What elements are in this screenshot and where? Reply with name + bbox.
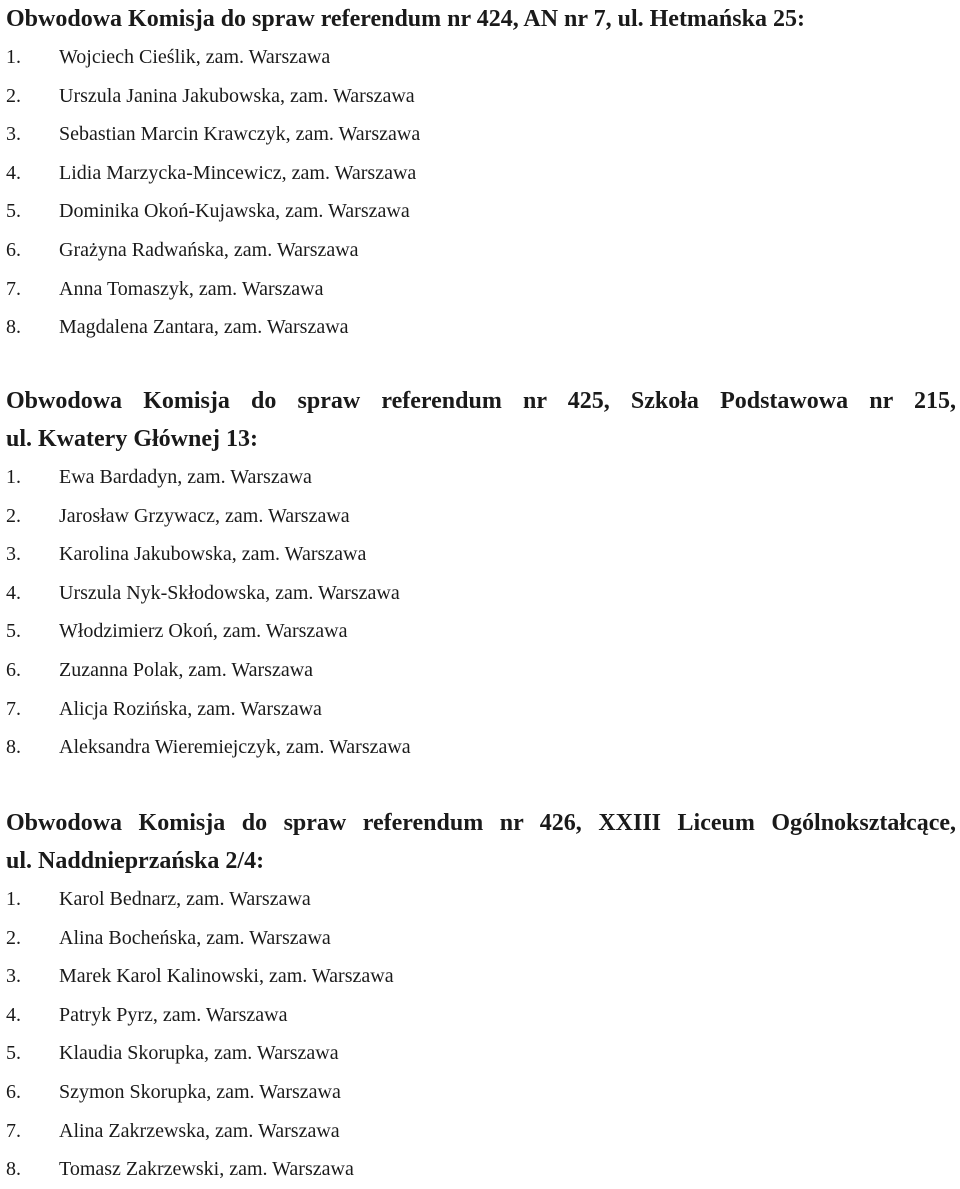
item-number: 1. bbox=[6, 466, 21, 488]
member-entry: Urszula Janina Jakubowska, zam. Warszawa bbox=[59, 84, 415, 107]
member-entry: Wojciech Cieślik, zam. Warszawa bbox=[59, 46, 331, 68]
member-entry: Alina Bocheńska, zam. Warszawa bbox=[59, 926, 331, 949]
item-number: 7. bbox=[6, 1119, 21, 1142]
list-item bbox=[6, 1034, 956, 1073]
heading-line: ul. Kwatery Głównej 13: bbox=[6, 426, 258, 452]
list-item bbox=[6, 957, 956, 996]
commission-section-426 bbox=[6, 804, 956, 1189]
member-entry: Dominika Okoń-Kujawska, zam. Warszawa bbox=[59, 200, 410, 223]
item-number: 6. bbox=[6, 658, 21, 681]
member-list bbox=[6, 880, 956, 1189]
item-number: 5. bbox=[6, 1042, 21, 1065]
member-entry: Aleksandra Wieremiejczyk, zam. Warszawa bbox=[59, 736, 411, 759]
item-number: 8. bbox=[6, 316, 21, 339]
member-entry: Urszula Nyk-Skłodowska, zam. Warszawa bbox=[59, 581, 400, 604]
item-number: 4. bbox=[6, 161, 21, 184]
list-item bbox=[6, 458, 956, 497]
list-item bbox=[6, 38, 956, 77]
member-entry: Tomasz Zakrzewski, zam. Warszawa bbox=[59, 1158, 354, 1181]
member-entry: Szymon Skorupka, zam. Warszawa bbox=[59, 1080, 341, 1103]
member-entry: Zuzanna Polak, zam. Warszawa bbox=[59, 658, 314, 681]
item-number: 4. bbox=[6, 1003, 21, 1026]
heading-line: ul. Naddnieprzańska 2/4: bbox=[6, 848, 265, 874]
commission-section-424 bbox=[6, 0, 956, 347]
item-number: 5. bbox=[6, 620, 21, 643]
member-entry: Marek Karol Kalinowski, zam. Warszawa bbox=[59, 965, 394, 988]
list-item bbox=[6, 1073, 956, 1112]
item-number: 1. bbox=[6, 888, 21, 910]
list-item bbox=[6, 308, 956, 347]
list-item bbox=[6, 728, 956, 767]
heading-line: Obwodowa Komisja do spraw referendum nr 426, XXIII Liceum Ogólnokształcące, bbox=[6, 810, 956, 836]
list-item bbox=[6, 1112, 956, 1151]
list-item bbox=[6, 880, 956, 919]
list-item bbox=[6, 535, 956, 574]
section-heading bbox=[6, 804, 956, 880]
commission-section-425 bbox=[6, 382, 956, 767]
heading-line: Obwodowa Komisja do spraw referendum nr 425, Szkoła Podstawowa nr 215, bbox=[6, 388, 956, 414]
member-entry: Karolina Jakubowska, zam. Warszawa bbox=[59, 543, 367, 566]
item-number: 7. bbox=[6, 697, 21, 720]
list-item bbox=[6, 497, 956, 536]
item-number: 1. bbox=[6, 46, 21, 68]
section-heading bbox=[6, 382, 956, 458]
list-item bbox=[6, 231, 956, 270]
list-item bbox=[6, 690, 956, 729]
member-entry: Karol Bednarz, zam. Warszawa bbox=[59, 888, 311, 910]
list-item bbox=[6, 1150, 956, 1189]
item-number: 2. bbox=[6, 504, 21, 527]
list-item bbox=[6, 651, 956, 690]
item-number: 5. bbox=[6, 200, 21, 223]
list-item bbox=[6, 77, 956, 116]
item-number: 8. bbox=[6, 1158, 21, 1181]
item-number: 3. bbox=[6, 123, 21, 146]
member-list bbox=[6, 458, 956, 767]
item-number: 3. bbox=[6, 543, 21, 566]
list-item bbox=[6, 919, 956, 958]
item-number: 4. bbox=[6, 581, 21, 604]
member-entry: Jarosław Grzywacz, zam. Warszawa bbox=[59, 504, 350, 527]
member-entry: Sebastian Marcin Krawczyk, zam. Warszawa bbox=[59, 123, 421, 146]
member-entry: Grażyna Radwańska, zam. Warszawa bbox=[59, 238, 359, 261]
list-item bbox=[6, 192, 956, 231]
list-item bbox=[6, 270, 956, 309]
list-item bbox=[6, 154, 956, 193]
member-entry: Włodzimierz Okoń, zam. Warszawa bbox=[59, 620, 348, 643]
member-entry: Ewa Bardadyn, zam. Warszawa bbox=[59, 466, 312, 488]
member-entry: Anna Tomaszyk, zam. Warszawa bbox=[59, 277, 324, 300]
member-entry: Lidia Marzycka-Mincewicz, zam. Warszawa bbox=[59, 161, 417, 184]
item-number: 8. bbox=[6, 736, 21, 759]
list-item bbox=[6, 612, 956, 651]
item-number: 6. bbox=[6, 238, 21, 261]
list-item bbox=[6, 574, 956, 613]
item-number: 2. bbox=[6, 926, 21, 949]
member-entry: Patryk Pyrz, zam. Warszawa bbox=[59, 1003, 288, 1026]
member-entry: Alina Zakrzewska, zam. Warszawa bbox=[59, 1119, 340, 1142]
item-number: 3. bbox=[6, 965, 21, 988]
list-item bbox=[6, 115, 956, 154]
member-entry: Magdalena Zantara, zam. Warszawa bbox=[59, 316, 349, 339]
member-entry: Klaudia Skorupka, zam. Warszawa bbox=[59, 1042, 339, 1065]
heading-line: Obwodowa Komisja do spraw referendum nr 424, AN nr 7, ul. Hetmańska 25: bbox=[6, 6, 805, 32]
list-item bbox=[6, 996, 956, 1035]
item-number: 2. bbox=[6, 84, 21, 107]
item-number: 7. bbox=[6, 277, 21, 300]
section-heading bbox=[6, 0, 956, 38]
member-list bbox=[6, 38, 956, 347]
item-number: 6. bbox=[6, 1080, 21, 1103]
member-entry: Alicja Rozińska, zam. Warszawa bbox=[59, 697, 322, 720]
